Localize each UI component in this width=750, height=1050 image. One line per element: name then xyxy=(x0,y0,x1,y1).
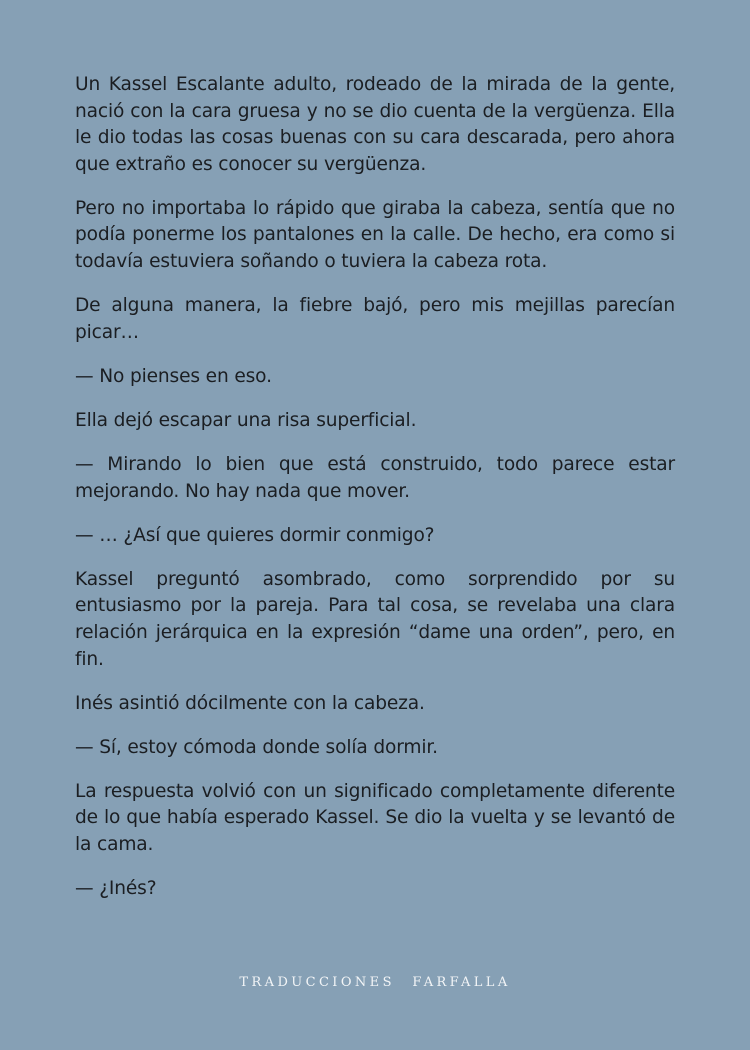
paragraph-1: Un Kassel Escalante adulto, rodeado de la mirada de la gente, nació con la cara gruesa y no se dio cuenta de la vergüenza. Ella le dio todas las cosas buenas con su cara descarada, pero ahora que extraño es conocer su vergüenza. xyxy=(75,74,675,175)
paragraph-2: Pero no importaba lo rápido que giraba la cabeza, sentía que no podía ponerme los pantalones en la calle. De hecho, era como si todavía estuviera soñando o tuviera la cabeza rota. xyxy=(75,197,675,273)
body-text xyxy=(75,72,675,920)
paragraph-10: — Sí, estoy cómoda donde solía dormir. xyxy=(75,736,438,758)
footer-credit: TRADUCCIONES FARFALLA xyxy=(239,975,511,990)
paragraph-6: — Mirando lo bien que está construido, todo parece estar mejorando. No hay nada que mover. xyxy=(75,454,675,502)
paragraph-12: — ¿Inés? xyxy=(75,878,157,900)
paragraph-9: Inés asintió dócilmente con la cabeza. xyxy=(75,692,425,714)
paragraph-11: La respuesta volvió con un significado completamente diferente de lo que había esperado Kassel. Se dio la vuelta y se levantó de la cama. xyxy=(75,780,675,856)
paragraph-4: — No pienses en eso. xyxy=(75,365,272,387)
paragraph-8: Kassel preguntó asombrado, como sorprendido por su entusiasmo por la pareja. Para tal cosa, se revelaba una clara relación jerárquica en la expresión “dame una orden”, pero, en fin. xyxy=(75,568,675,670)
paragraph-7: — … ¿Así que quieres dormir conmigo? xyxy=(75,524,435,546)
paragraph-3: De alguna manera, la fiebre bajó, pero mis mejillas parecían picar… xyxy=(75,295,675,343)
paragraph-5: Ella dejó escapar una risa superficial. xyxy=(75,409,417,431)
